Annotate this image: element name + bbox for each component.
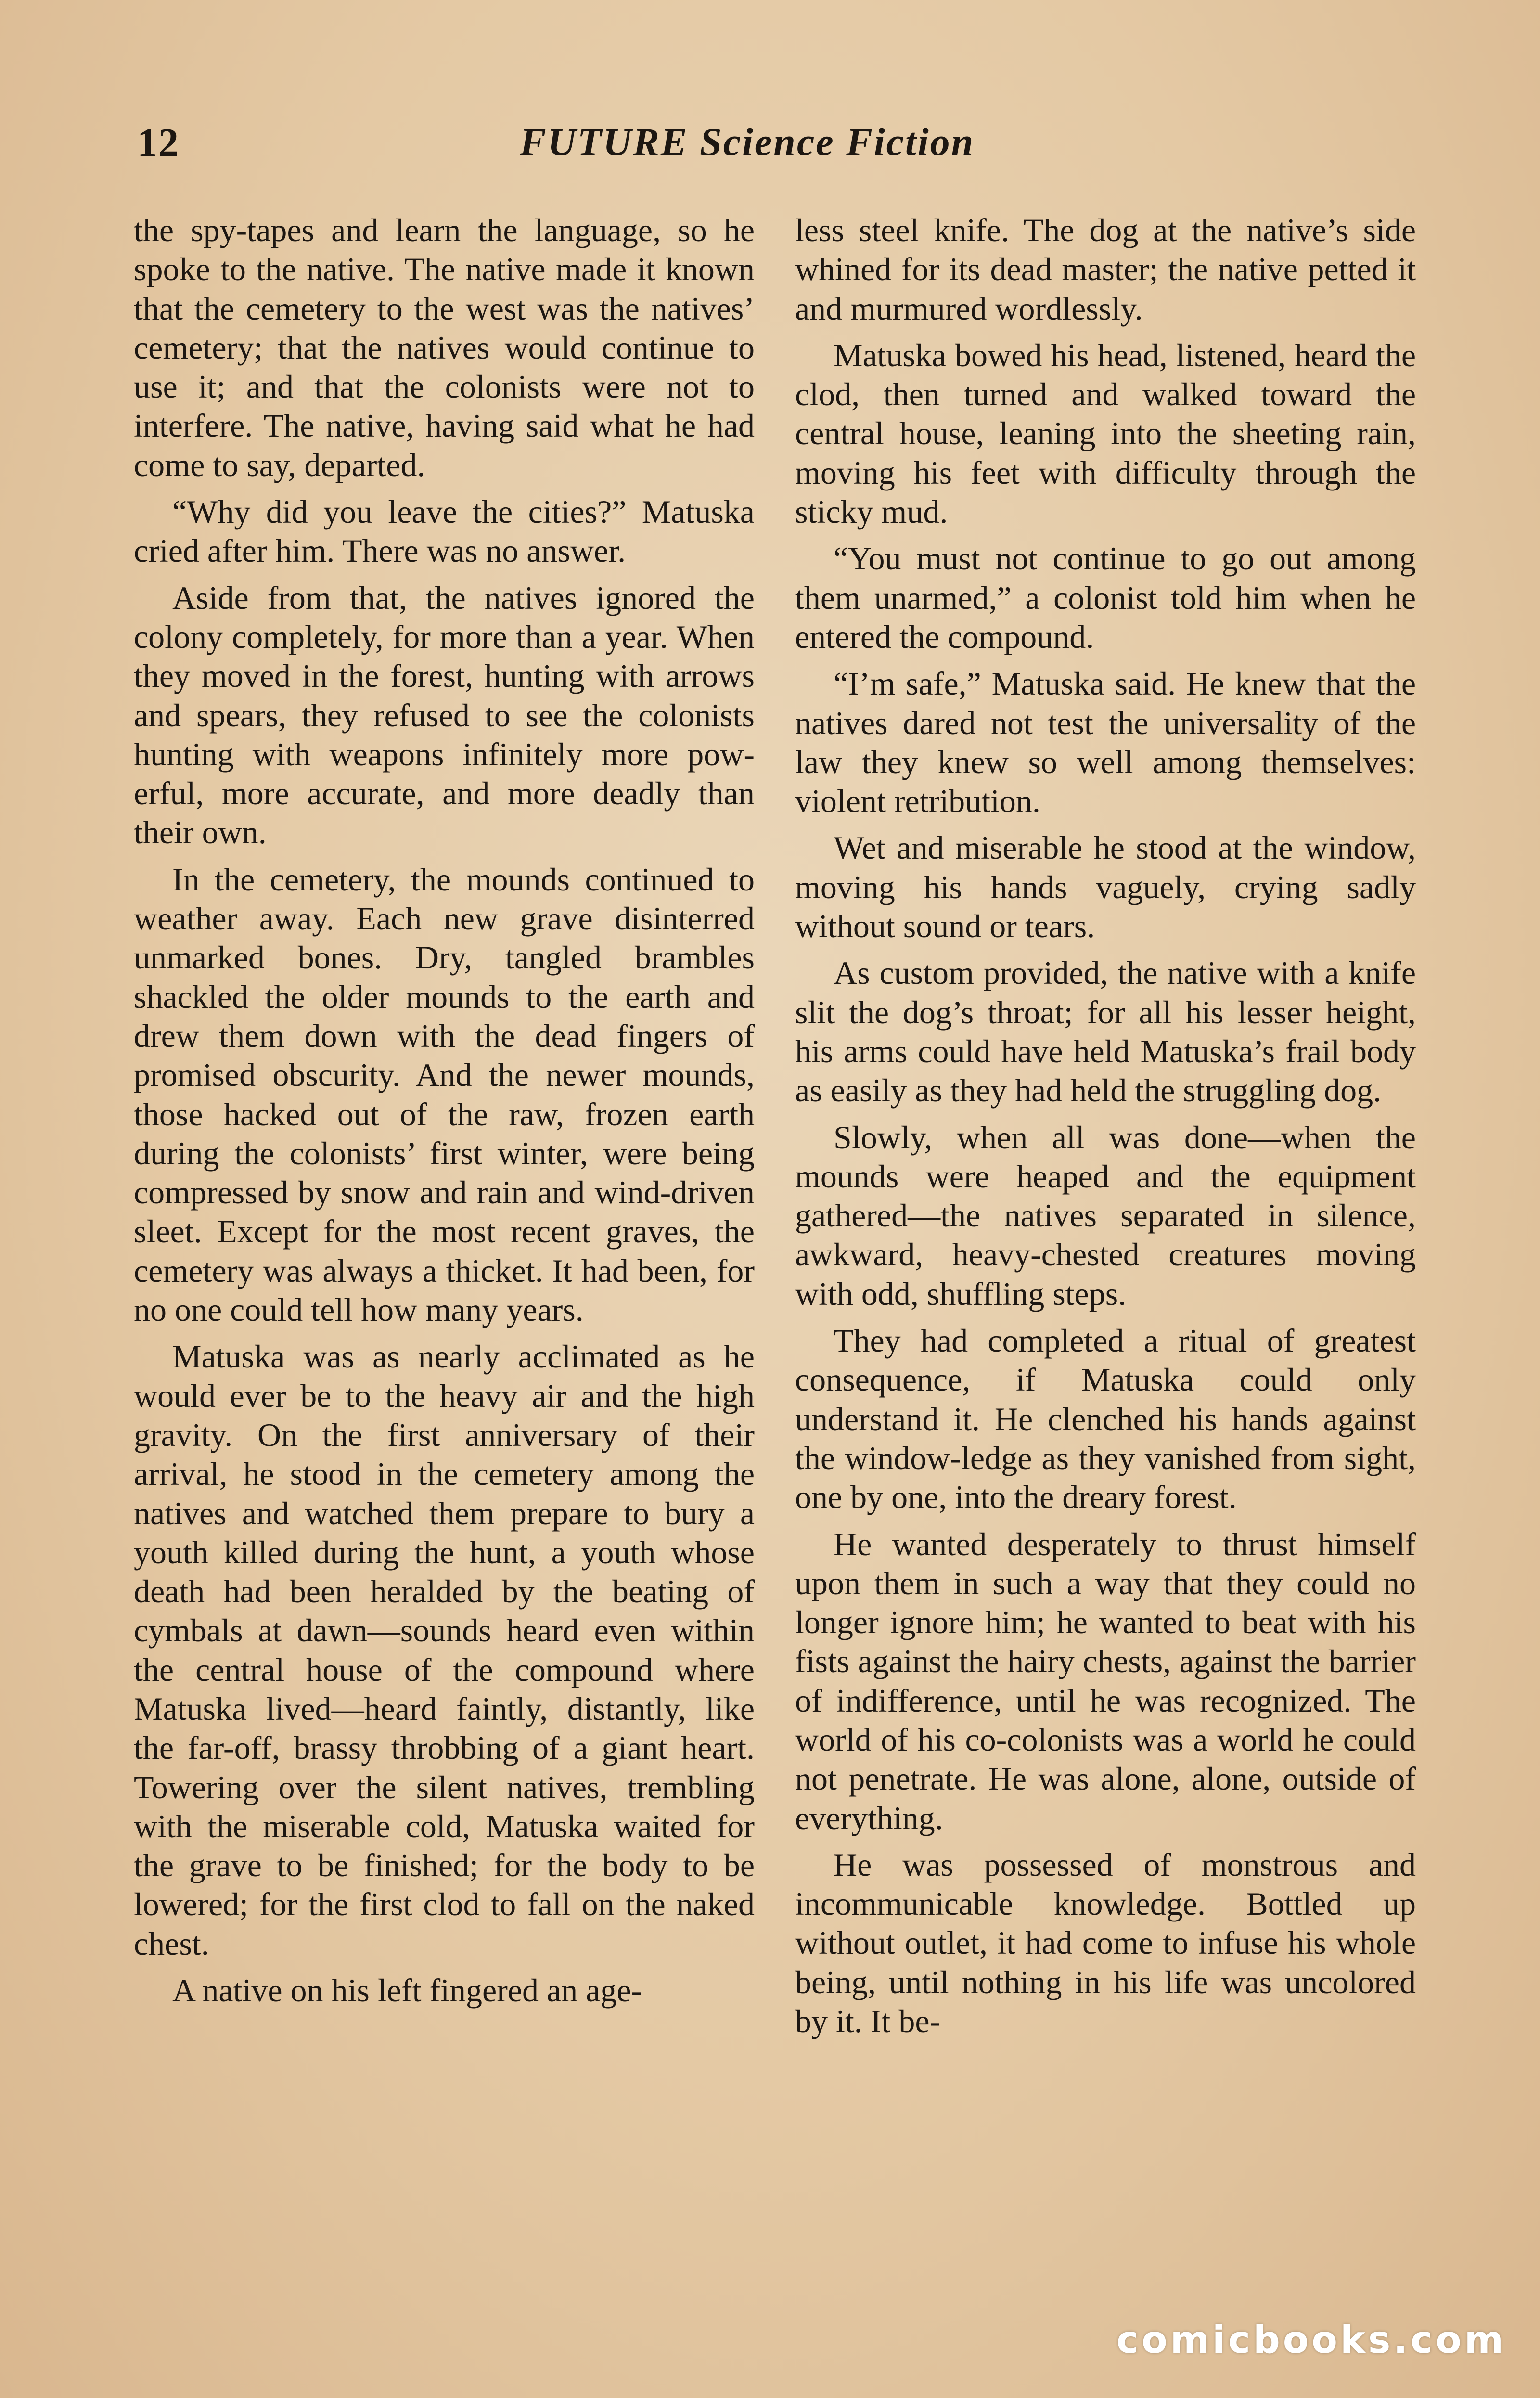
paragraph: In the cemetery, the mounds continued to weather away. Each new grave disinterred unmarked bones. Dry, tangled brambles shackled the older mounds to the earth and drew them down with the dead fingers of promised obscurity. And the newer mounds, those hacked out of the raw, frozen earth during the colonists’ first winter, were being compressed by snow and rain and wind-driven sleet. Except for the most recent graves, the cemetery was always a thicket. It had been, for no one could tell how many years. [134, 861, 755, 1328]
paragraph: Matuska bowed his head, listened, heard the clod, then turned and walked toward the central house, leaning into the sheeting rain, moving his feet with difficulty through the sticky mud. [795, 336, 1416, 530]
paragraph: Matuska was as nearly acclimated as he would ever be to the heavy air and the high gravity. On the first anniversary of their arrival, he stood in the cemetery among the natives and watched them prepare to bury a youth killed during the hunt, a youth whose death had been heralded by the beating of cymbals at dawn—sounds heard even within the central house of the compound where Matuska lived—heard faintly, distantly, like the far-off, brassy throbbing of a giant heart. Towering over the silent natives, trembling with the miserable cold, Matuska waited for the grave to be finished; for the body to be lowered; for the first clod to fall on the naked chest. [134, 1338, 755, 1962]
right-column [795, 211, 1416, 2300]
running-head: FUTURE Science Fiction [520, 120, 975, 164]
paragraph: He wanted desperately to thrust himself upon them in such a way that they could no longer ignore him; he wanted to beat with his fists against the hairy chests, against the barrier of indifference, until he was recognized. The world of his co-colonists was a world he could not penetrate. He was alone, alone, outside of everything. [795, 1525, 1416, 1836]
paragraph: He was possessed of monstrous and incommunicable knowledge. Bottled up without outlet, it had come to infuse his whole being, until nothing in his life was uncolored by it. It be- [795, 1846, 1416, 2040]
paragraph: less steel knife. The dog at the native’s side whined for its dead master; the native petted it and murmured wordlessly. [795, 212, 1416, 327]
paragraph: Wet and miserable he stood at the window, moving his hands vaguely, crying sadly without sound or tears. [795, 829, 1416, 945]
page-header [0, 119, 1540, 177]
paragraph: A native on his left fingered an age- [172, 1972, 642, 2009]
paragraph: “You must not continue to go out among them unarmed,” a colonist told him when he entered the compound. [795, 540, 1416, 655]
watermark: comicbooks.com [1116, 2319, 1506, 2362]
paragraph: Aside from that, the natives ignored the colony completely, for more than a year. When they moved in the forest, hunting with arrows and spears, they refused to see the colonists hunting with weapons infinitely more powerful, more accurate, and more deadly than their own. [134, 579, 755, 851]
left-column [134, 211, 755, 2300]
paragraph: As custom provided, the native with a knife slit the dog’s throat; for all his lesser height, his arms could have held Matuska’s frail body as easily as they had held the struggling dog. [795, 954, 1416, 1109]
page-number: 12 [137, 120, 180, 165]
paragraph: the spy-tapes and learn the language, so he spoke to the native. The native made it known that the cemetery to the west was the natives’ cemetery; that the natives would continue to use it; and that the colonists were not to interfere. The native, having said what he had come to say, departed. [134, 212, 755, 483]
paragraph: They had completed a ritual of greatest consequence, if Matuska could only understand it. He clenched his hands against the window-ledge as they vanished from sight, one by one, into the dreary forest. [795, 1322, 1416, 1516]
paragraph: Slowly, when all was done—when the mounds were heaped and the equipment gathered—the natives separated in silence, awkward, heavy-chested creatures moving with odd, shuffling steps. [795, 1119, 1416, 1312]
paragraph: “Why did you leave the cities?” Matuska cried after him. There was no answer. [134, 493, 755, 569]
paragraph: “I’m safe,” Matuska said. He knew that the natives dared not test the universality of the law they knew so well among themselves: violent retribution. [795, 665, 1416, 820]
